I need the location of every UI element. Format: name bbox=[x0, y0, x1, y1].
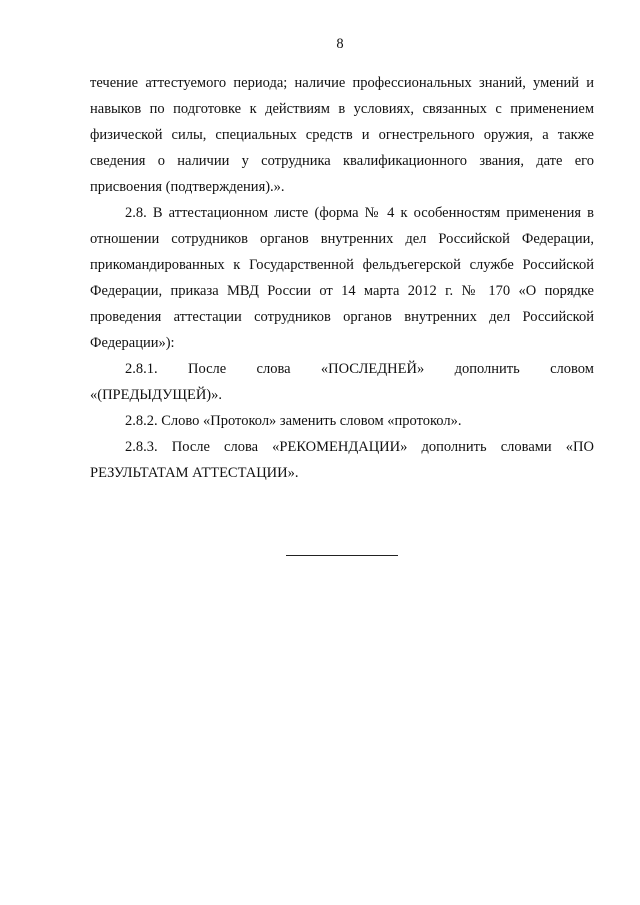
word: слова bbox=[256, 361, 291, 377]
word: словом bbox=[550, 361, 594, 377]
paragraph-2-8-3: 2.8.3. После слова «РЕКОМЕНДАЦИИ» дополнить словами «ПО РЕЗУЛЬТАТАМ АТТЕСТАЦИИ». bbox=[90, 439, 594, 481]
word: дополнить bbox=[454, 361, 520, 377]
paragraph-2-8-1 bbox=[90, 356, 594, 408]
paragraph-2-8-2: 2.8.2. Слово «Протокол» заменить словом «протокол». bbox=[125, 413, 462, 429]
document-body bbox=[90, 70, 594, 486]
page-number: 8 bbox=[336, 36, 344, 52]
word: После bbox=[187, 361, 227, 377]
end-separator-line bbox=[286, 555, 398, 556]
word: 2.8.1. bbox=[125, 361, 158, 377]
paragraph-2-8-1-tail: «(ПРЕДЫДУЩЕЙ)». bbox=[90, 387, 223, 403]
paragraph-2-8: 2.8. В аттестационном листе (форма № 4 к особенностям применения в отношении сотрудников органов внутренних дел Российской Федерации, прикомандированных к Государственной фельдъегерской службе Российской Федерации, приказа МВД России от 14 марта 2012 г. № 170 «О порядке проведения аттестации сотрудников органов внутренних дел Российской Федерации»): bbox=[90, 205, 594, 351]
paragraph-2-8-1-first-line bbox=[90, 356, 594, 382]
paragraph-continuation: течение аттестуемого периода; наличие профессиональных знаний, умений и навыков по подготовке к действиям в условиях, связанных с применением физической силы, специальных средств и огнестрельного оружия, а также сведения о наличии у сотрудника квалификационного звания, дате его присвоения (подтверждения).». bbox=[90, 75, 594, 195]
word: «ПОСЛЕДНЕЙ» bbox=[320, 361, 425, 377]
